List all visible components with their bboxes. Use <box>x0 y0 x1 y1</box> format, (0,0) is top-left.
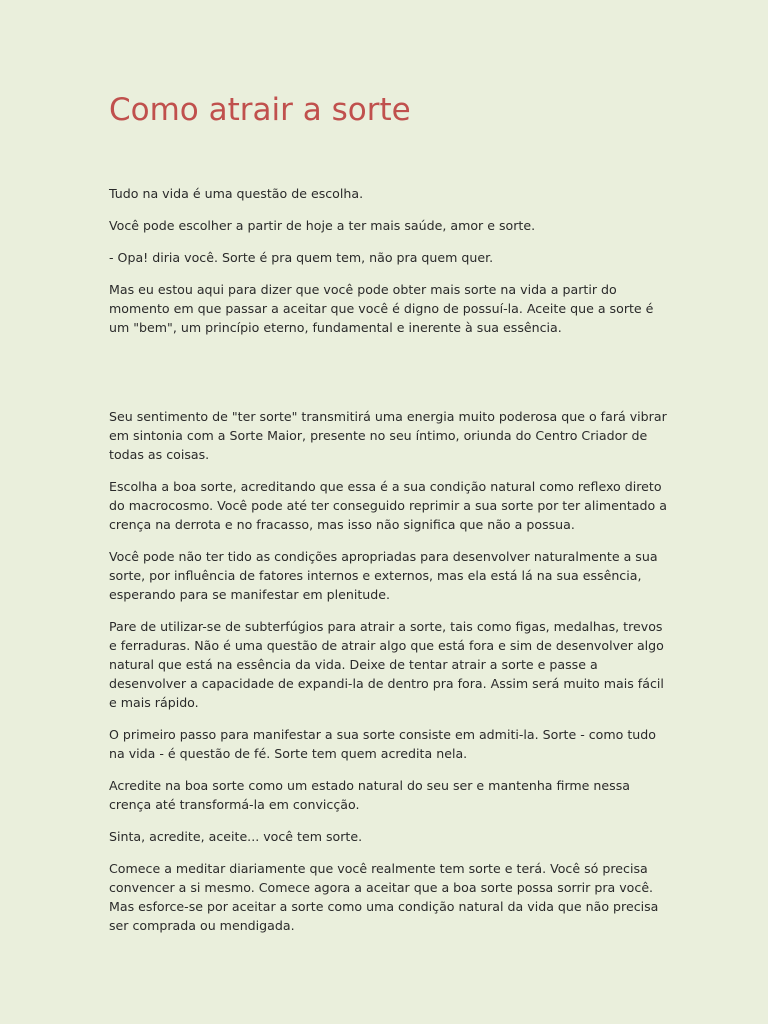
section-gap <box>109 350 669 407</box>
paragraph: Acredite na boa sorte como um estado natural do seu ser e mantenha firme nessa crença até transformá-la em convicção. <box>109 778 630 812</box>
paragraph: - Opa! diria você. Sorte é pra quem tem, não pra quem quer. <box>109 250 494 265</box>
paragraph: Pare de utilizar-se de subterfúgios para atrair a sorte, tais como figas, medalhas, trevos e ferraduras. Não é uma questão de atrair algo que está fora e sim de desenvolver algo natural que está na essência da vida. Deixe de tentar atrair a sorte e passe a desenvolver a capacidade de expandi-la de dentro pra fora. Assim será muito mais fácil e mais rápido. <box>109 619 664 710</box>
page-title: Como atrair a sorte <box>109 92 411 128</box>
paragraph: Sinta, acredite, aceite... você tem sorte. <box>109 829 363 844</box>
paragraph: Você pode escolher a partir de hoje a ter mais saúde, amor e sorte. <box>109 218 536 233</box>
paragraph: Você pode não ter tido as condições apropriadas para desenvolver naturalmente a sua sorte, por influência de fatores internos e externos, mas ela está lá na sua essência, esperando para se manifestar em plenitude. <box>109 549 658 602</box>
paragraph: Escolha a boa sorte, acreditando que essa é a sua condição natural como reflexo direto do macrocosmo. Você pode até ter conseguido reprimir a sua sorte por ter alimentado a crença na derrota e no fracasso, mas isso não significa que não a possua. <box>109 479 667 532</box>
document-content <box>109 88 669 948</box>
paragraph: Tudo na vida é uma questão de escolha. <box>109 186 364 201</box>
paragraph: O primeiro passo para manifestar a sua sorte consiste em admiti-la. Sorte - como tudo na vida - é questão de fé. Sorte tem quem acredita nela. <box>109 727 656 761</box>
paragraph: Comece a meditar diariamente que você realmente tem sorte e terá. Você só precisa convencer a si mesmo. Comece agora a aceitar que a boa sorte possa sorrir pra você. Mas esforce-se por aceitar a sorte como uma condição natural da vida que não precisa ser comprada ou mendigada. <box>109 861 659 933</box>
paragraph: Mas eu estou aqui para dizer que você pode obter mais sorte na vida a partir do momento em que passar a aceitar que você é digno de possuí-la. Aceite que a sorte é um "bem", um princípio eterno, fundamental e inerente à sua essência. <box>109 282 654 335</box>
paragraph: Seu sentimento de "ter sorte" transmitirá uma energia muito poderosa que o fará vibrar em sintonia com a Sorte Maior, presente no seu íntimo, oriunda do Centro Criador de todas as coisas. <box>109 409 667 462</box>
